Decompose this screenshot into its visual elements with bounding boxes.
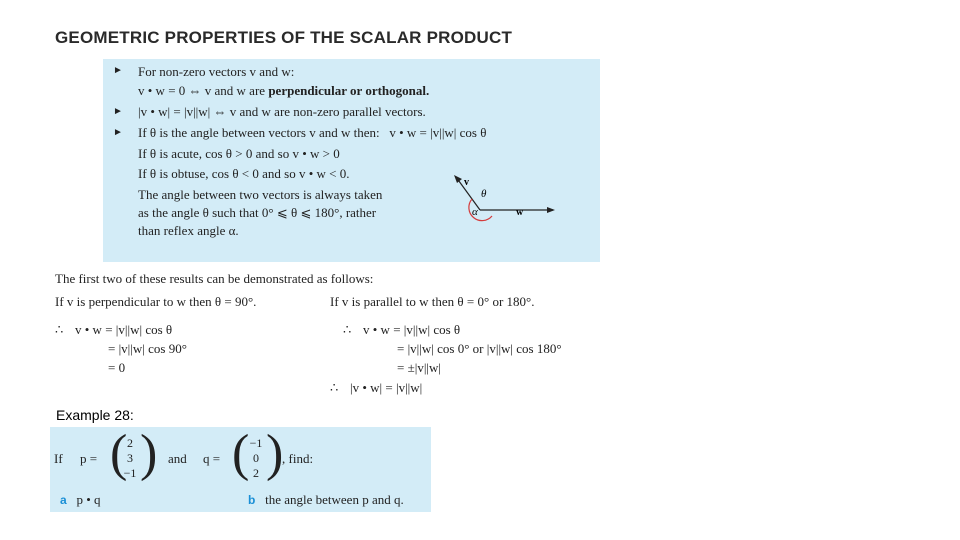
- example-and: and: [168, 451, 187, 466]
- demo-left-step-1: v • w = |v||w| cos θ: [75, 322, 173, 337]
- property-line-5: If θ is acute, cos θ > 0 and so v • w > 0: [138, 146, 340, 161]
- demo-right-step-2: = |v||w| cos 0° or |v||w| cos 180°: [397, 341, 562, 356]
- label-v: v: [464, 177, 469, 188]
- example-label: Example 28:: [56, 407, 134, 423]
- bullet-icon: ►: [113, 127, 123, 138]
- therefore-symbol: ∴: [55, 322, 64, 337]
- property-line-7: The angle between two vectors is always taken: [138, 187, 383, 202]
- vector-w-arrowhead: [547, 207, 555, 213]
- p-component-3: −1: [123, 466, 137, 480]
- label-alpha: α: [472, 206, 478, 218]
- label-w: w: [516, 207, 524, 218]
- part-a-label: a: [60, 493, 67, 507]
- label-theta: θ: [481, 188, 487, 200]
- p-component-2: 3: [127, 451, 133, 465]
- q-left-paren: (: [232, 425, 250, 482]
- example-q-equals: q =: [203, 451, 221, 466]
- property-line-8: as the angle θ such that 0° ⩽ θ ⩽ 180°, rather: [138, 205, 377, 220]
- demo-right-step-3: = ±|v||w|: [397, 360, 442, 375]
- demo-left-step-2: = |v||w| cos 90°: [108, 341, 187, 356]
- example-find: , find:: [282, 451, 314, 466]
- demo-right-step-4: |v • w| = |v||w|: [350, 380, 423, 395]
- therefore-symbol: ∴: [343, 322, 352, 337]
- therefore-symbol: ∴: [330, 380, 339, 395]
- q-component-2: 0: [253, 451, 259, 465]
- vector-p: [118, 436, 142, 481]
- q-component-1: −1: [249, 436, 263, 450]
- property-line-6: If θ is obtuse, cos θ < 0 and so v • w < 0.: [138, 166, 350, 181]
- p-left-paren: (: [110, 425, 128, 482]
- part-b-label: b: [248, 493, 256, 507]
- property-line-2: v • w = 0 ⇔ v and w are perpendicular or orthogonal.: [138, 83, 430, 98]
- q-component-3: 2: [253, 466, 259, 480]
- property-line-9: than reflex angle α.: [138, 223, 239, 238]
- property-line-1: For non-zero vectors v and w:: [138, 64, 295, 79]
- q-right-paren: ): [266, 425, 284, 482]
- p-component-1: 2: [127, 436, 133, 450]
- example-p-equals: p =: [80, 451, 98, 466]
- part-a-text: p • q: [76, 492, 101, 507]
- demo-intro: The first two of these results can be demonstrated as follows:: [55, 271, 374, 286]
- p-right-paren: ): [140, 425, 158, 482]
- angle-diagram: [445, 165, 565, 235]
- page-title: GEOMETRIC PROPERTIES OF THE SCALAR PRODUCT: [55, 28, 513, 47]
- demo-left-heading: If v is perpendicular to w then θ = 90°.: [55, 294, 257, 309]
- bullet-icon: ►: [113, 106, 123, 117]
- part-b-text: the angle between p and q.: [265, 492, 404, 507]
- property-line-3: |v • w| = |v||w| ⇔ v and w are non-zero parallel vectors.: [138, 104, 426, 119]
- demo-right-step-1: v • w = |v||w| cos θ: [363, 322, 461, 337]
- example-if: If: [54, 451, 63, 466]
- property-line-4: If θ is the angle between vectors v and w then: v • w = |v||w| cos θ: [138, 125, 487, 140]
- demo-right-heading: If v is parallel to w then θ = 0° or 180°.: [330, 294, 535, 309]
- bullet-icon: ►: [113, 65, 123, 76]
- part-b: [248, 492, 404, 508]
- demo-left-step-3: = 0: [108, 360, 126, 375]
- vector-v-arrowhead: [454, 175, 462, 183]
- part-a: [60, 492, 101, 508]
